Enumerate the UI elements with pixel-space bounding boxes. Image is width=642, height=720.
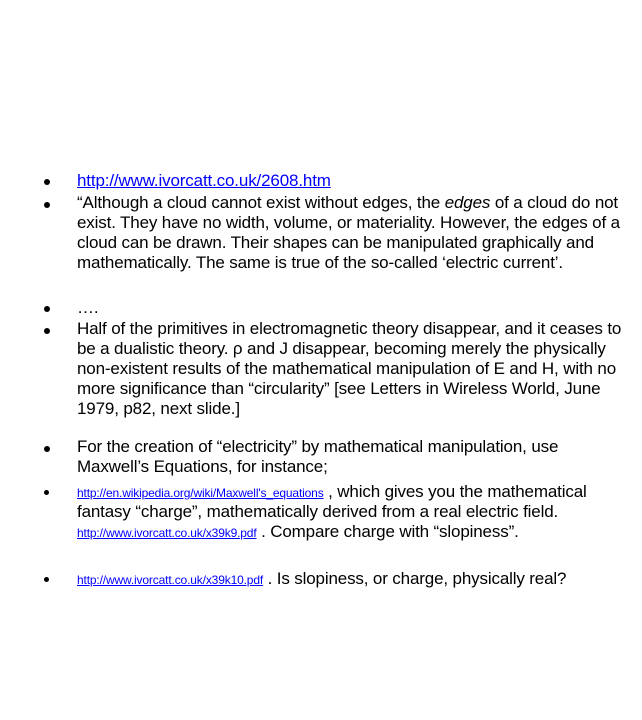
primitives-paragraph: Half of the primitives in electromagnetic theory disappear, and it ceases to be a dualistic theory. ρ and J disappear, becoming merely the physically non-existent results of the mathematical manipulation of E and H, with no more significance than “circularity” [see Letters in Wireless World, June 1979, p82, next slide.] (77, 319, 622, 418)
quote-paragraph: “Although a cloud cannot exist without edges, the edges of a cloud do not exist. They have no width, volume, or materiality. However, the edges of a cloud can be drawn. Their shapes can be manipulated graphically and mathematically. The same is true of the so-called ‘electric current’. (77, 193, 620, 272)
bullet-icon (44, 577, 49, 582)
bullet-icon (44, 306, 50, 312)
ellipsis-text: …. (77, 298, 99, 317)
electricity-paragraph: For the creation of “electricity” by mathematical manipulation, use Maxwell’s Equations, for instance; (77, 437, 559, 476)
link-maxwell-equations[interactable]: http://en.wikipedia.org/wiki/Maxwell's_equations (77, 486, 324, 500)
bullet-icon (44, 446, 50, 452)
bullet-icon (44, 328, 50, 334)
link-x39k9[interactable]: http://www.ivorcatt.co.uk/x39k9.pdf (77, 526, 257, 540)
emphasis: edges (444, 193, 491, 212)
bullet-icon (44, 202, 50, 208)
link-2608[interactable]: http://www.ivorcatt.co.uk/2608.htm (77, 171, 331, 190)
bullet-icon (44, 179, 50, 185)
bullet-icon (44, 490, 49, 495)
link-x39k10[interactable]: http://www.ivorcatt.co.uk/x39k10.pdf (77, 573, 264, 587)
slopiness-paragraph: http://www.ivorcatt.co.uk/x39k10.pdf . Is slopiness, or charge, physically real? (77, 569, 567, 588)
maxwell-paragraph: http://en.wikipedia.org/wiki/Maxwell's_equations , which gives you the mathematical fantasy “charge”, mathematically derived from a real electric field. http://www.ivorcatt.co.uk/x39k9.pdf . Compare charge with “slopiness”. (77, 482, 587, 541)
